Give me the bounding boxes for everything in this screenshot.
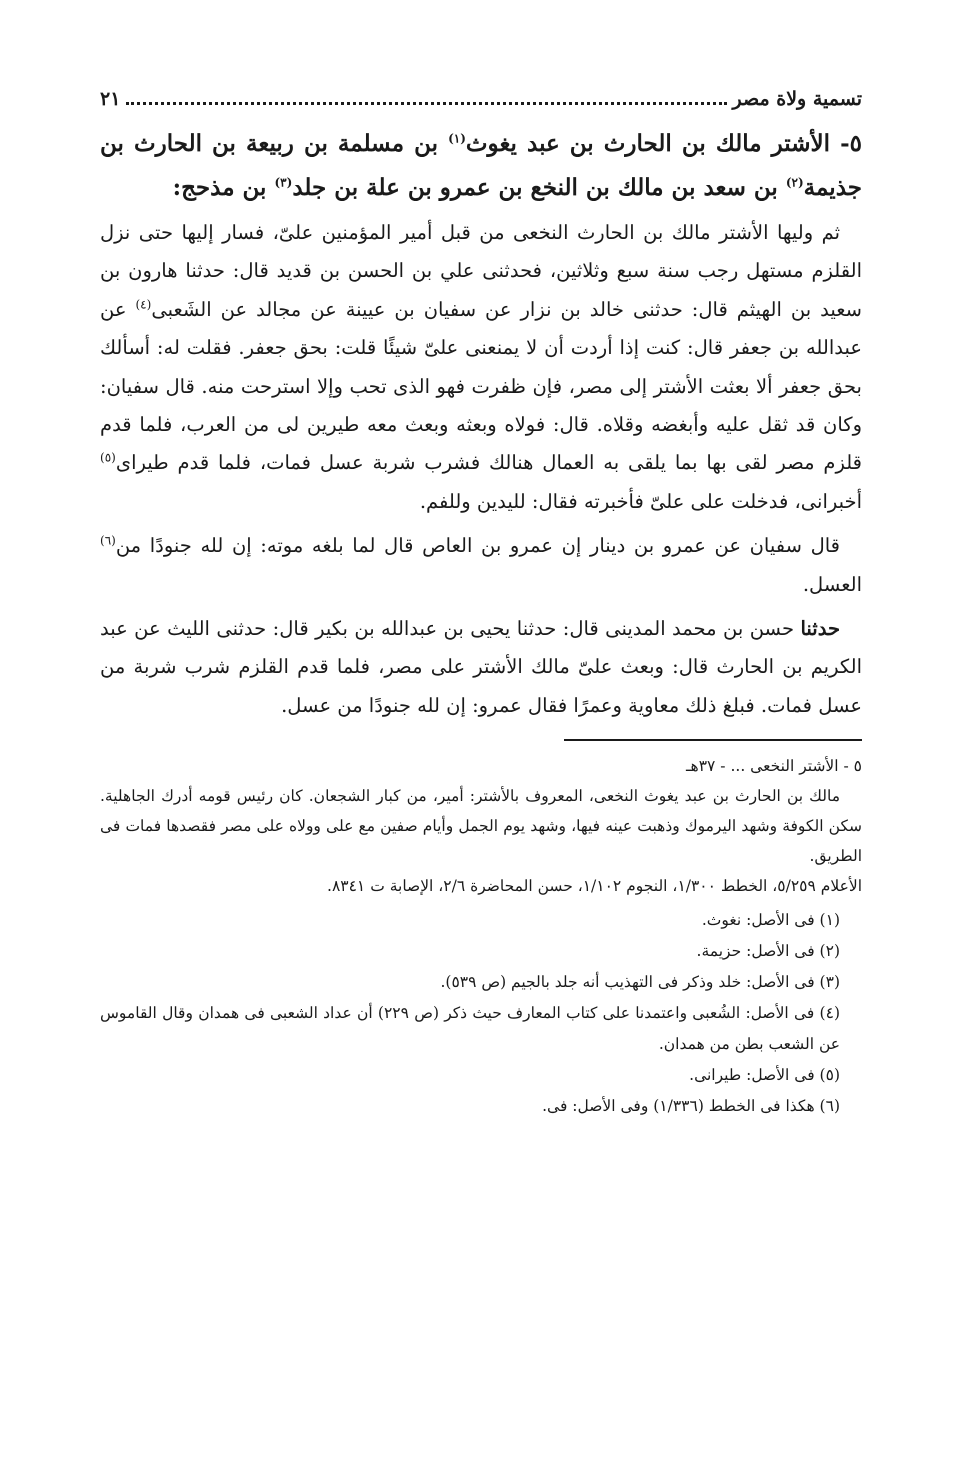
footnote-4: (٤) فى الأصل: الشُعبى واعتمدنا على كتاب المعارف حيث ذكر (ص ٢٢٩) أن عداد الشعبى فى همدان وقال القاموس عن الشعب بطن من همدان. [100, 1004, 840, 1054]
footnotes-section [100, 751, 862, 1122]
paragraph-1 [100, 214, 862, 521]
footnote-ref-1: (١) [448, 131, 466, 146]
page-number: ٢١ [100, 88, 121, 110]
footnote-ref-3: (٣) [274, 175, 293, 190]
footnote-2: (٢) فى الأصل: حزيمة. [696, 942, 840, 961]
paragraph-2-text-b: العسل. [802, 572, 862, 596]
footnote-3: (٣) فى الأصل: خلد وذكر فى التهذيب أنه جلد بالجيم (ص ٥٣٩). [440, 973, 840, 992]
heading-text-3: بن سعد بن مالك بن النخع بن عمرو بن علة بن جلد [292, 174, 778, 201]
footnote-6: (٦) هكذا فى الخطط (١/٣٣٦) وفى الأصل: فى. [542, 1097, 840, 1116]
paragraph-1-text-b: عن عبدالله بن جعفر قال: كنت إذا أردت أن لا يمنعنى علىّ شيئًا قلت: بحق جعفر. فقلت له: أسألك بحق جعفر ألا بعثت الأشتر إلى مصر، فإن ظفرت فهو الذى تحب وإلا استرحت منه. قال سفيان: وكان قد ثقل عليه وأبغضه وقلاه. قال: فولاه وبعثه وبعث معه طيرين لى من العرب، فلما قدم قلزم مصر لقى بها بما يلقى به العمال هنالك فشرب شربة عسل فمات، فلما قدم طيراى [100, 297, 862, 475]
footnote-separator [564, 739, 862, 741]
book-page [100, 88, 862, 1122]
footnote-ref-2: (٢) [785, 175, 804, 190]
paragraph-2-text-a: قال سفيان عن عمرو بن دينار إن عمرو بن العاص قال لما بلغه موته: إن لله جنودًا من [115, 534, 840, 558]
footnote-entry-title: ٥ - الأشتر النخعى ... - ٣٧هـ [686, 757, 862, 776]
paragraph-3-text: حسن بن محمد المدينى قال: حدثنا يحيى بن عبدالله بن بكير قال: حدثنى الليث عن عبد الكريم بن الحارث قال: وبعث علىّ مالك الأشتر على مصر، فلما قدم القلزم شرب شربة من عسل فمات. فبلغ ذلك معاوية وعمرًا فقال عمرو: إن لله جنودًا من عسل. [100, 617, 862, 717]
running-head-title: تسمية ولاة مصر [732, 88, 862, 110]
footnote-5: (٥) فى الأصل: طيرانى. [689, 1066, 840, 1085]
running-head [100, 88, 862, 122]
footnote-entry-biography: مالك بن الحارث بن عبد يغوث النخعى، المعروف بالأشتر: أمير، من كبار الشجعان. كان رئيس قومه أدرك الجاهلية. سكن الكوفة وشهد اليرموك وذهبت عينه فيها، وشهد يوم الجمل وأيام صفين مع على وولاه على مصر فقصدها فمات فى الطريق. [100, 787, 862, 866]
paragraph-1-text-a: ثم وليها الأشتر مالك بن الحارث النخعى من قبل أمير المؤمنين علىّ، فسار إليها حتى نزل القلزم مستهل رجب سنة سبع وثلاثين، فحدثنى علي بن الحسن بن قديد قال: حدثنا هارون بن سعيد بن الهيثم قال: حدثنى خالد بن نزار عن سفيان بن عيينة عن مجالد عن الشَعبى [100, 221, 863, 321]
footnote-list [100, 905, 862, 1122]
heading-text-1: الأشتر مالك بن الحارث بن عبد يغوث [465, 130, 831, 157]
footnote-ref-6: (٦) [100, 533, 116, 548]
paragraph-1-text-c: أخبرانى، فدخلت على علىّ فأخبرته فقال: لليدين وللفم. [419, 489, 862, 513]
footnote-ref-4: (٤) [135, 297, 152, 312]
entry-heading [100, 122, 862, 210]
footnote-ref-5: (٥) [100, 450, 116, 465]
paragraph-3 [100, 610, 862, 725]
leader-dots [126, 102, 726, 105]
footnote-entry-sources: الأعلام ٥/٢٥٩، الخطط ١/٣٠٠، النجوم ١/١٠٢، حسن المحاضرة ٢/٦، الإصابة ت ٨٣٤١. [327, 877, 862, 896]
paragraph-3-lead-word: حدثنا [800, 617, 840, 641]
footnote-1: (١) فى الأصل: نغوث. [701, 911, 840, 930]
paragraph-2 [100, 527, 862, 604]
entry-number: ٥- [840, 130, 863, 157]
heading-text-2: بن مسلمة بن ربيعة بن الحارث بن جذيمة [100, 130, 862, 201]
heading-text-4: بن مذحج: [172, 174, 267, 201]
